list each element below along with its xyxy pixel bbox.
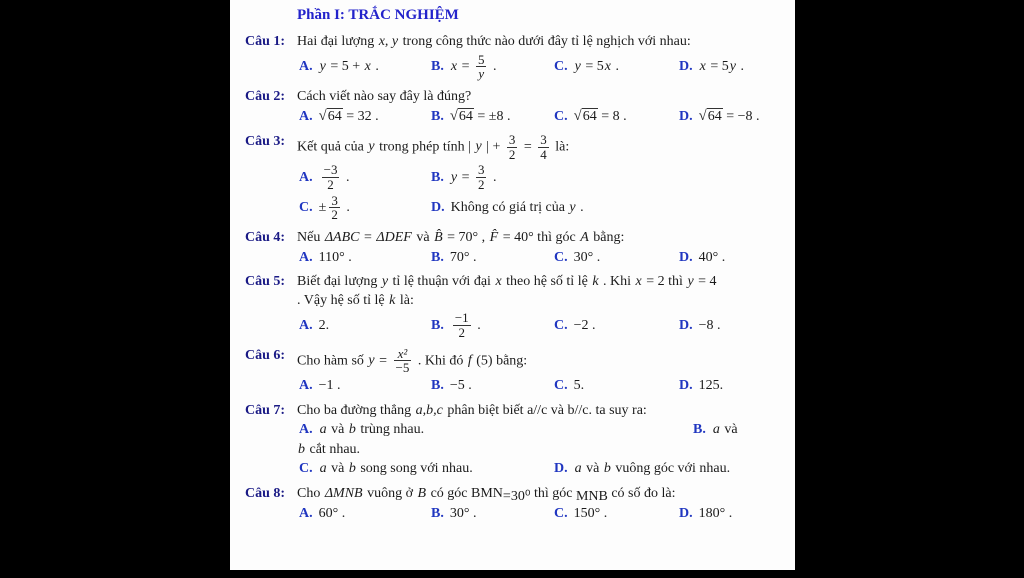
- answer-option: [679, 58, 785, 76]
- option-text: [699, 318, 721, 333]
- text-run: cắt nhau.: [306, 441, 361, 457]
- radicand: 64: [582, 109, 597, 125]
- answer-option: [679, 107, 785, 126]
- document-page: [230, 0, 795, 570]
- math-variable: x: [450, 58, 458, 74]
- fraction-denominator: 2: [508, 146, 516, 162]
- text-run: . Vậy hệ số tỉ lệ: [297, 292, 389, 308]
- option-text: [574, 506, 608, 521]
- math-variable: y: [475, 139, 482, 155]
- option-letter: B.: [693, 422, 706, 438]
- option-text: [699, 378, 724, 393]
- question-label: Câu 6:: [245, 347, 286, 363]
- question-label: Câu 8:: [245, 486, 286, 502]
- answer-option: [299, 421, 693, 439]
- answer-option: [299, 249, 431, 267]
- text-run: .: [342, 199, 350, 215]
- question-text: [297, 485, 785, 503]
- question-body: [297, 229, 785, 268]
- text-run: .: [473, 317, 481, 333]
- text-run: .: [342, 169, 350, 185]
- text-run: =: [458, 169, 473, 185]
- math-variable: y: [687, 274, 694, 290]
- text-run: phân biệt biết a//c và b//c. ta suy ra:: [443, 402, 647, 418]
- answer-option: [554, 377, 679, 395]
- math-variable: y: [368, 353, 375, 369]
- answer-option: [554, 58, 679, 76]
- math-variable: a: [712, 422, 720, 438]
- question-label: Câu 1:: [245, 33, 286, 49]
- option-letter: B.: [431, 505, 444, 521]
- radical-sign: √: [449, 108, 458, 125]
- question-body: [297, 273, 785, 342]
- math-variable: x: [604, 58, 611, 74]
- text-run: là:: [396, 292, 414, 308]
- fraction-numerator: 3: [540, 132, 547, 148]
- text-run: =: [458, 58, 473, 74]
- text-run: . Khi: [599, 274, 635, 290]
- text-run: =: [360, 229, 376, 245]
- text-run: trùng nhau.: [356, 422, 425, 438]
- option-letter: A.: [299, 422, 313, 438]
- math-variable: x: [699, 58, 706, 74]
- math-variable: y: [729, 58, 736, 74]
- math-variable: a: [319, 461, 327, 477]
- option-text: [319, 59, 379, 74]
- text-run: 60° .: [318, 505, 346, 521]
- fraction-denominator: y: [476, 66, 487, 81]
- option-letter: A.: [299, 169, 313, 185]
- radicand: 64: [327, 109, 342, 125]
- radicand: 64: [707, 109, 722, 125]
- text-run: có số đo là:: [607, 486, 676, 502]
- math-variable: ΔMNB: [324, 486, 363, 502]
- question-body: [297, 133, 785, 224]
- option-letter: B.: [431, 58, 444, 74]
- math-variable: a: [319, 422, 327, 438]
- answer-option: [299, 505, 431, 523]
- radicand: 64: [458, 109, 473, 125]
- option-letter: B.: [431, 169, 444, 185]
- math-variable: a,b,c: [415, 402, 443, 418]
- option-text: [450, 506, 477, 521]
- sqrt-expression: [699, 109, 723, 124]
- text-run: 40° .: [698, 249, 726, 265]
- text-run: =: [375, 353, 391, 369]
- question-text: [297, 347, 785, 375]
- option-letter: C.: [554, 377, 568, 393]
- option-text: [699, 59, 744, 74]
- question-body: [297, 88, 785, 128]
- question: [245, 88, 785, 128]
- option-text: [450, 109, 511, 124]
- question-text: [297, 133, 785, 161]
- fraction: [329, 194, 340, 222]
- answer-option: [431, 163, 785, 191]
- text-run: 150° .: [573, 505, 608, 521]
- text-run: = 5 +: [326, 58, 364, 74]
- fraction-numerator: −3: [323, 162, 338, 178]
- lowered-text: =30⁰: [502, 489, 531, 505]
- text-run: = 5: [581, 58, 604, 74]
- question-text: [297, 402, 785, 420]
- math-variable: ΔABC: [324, 229, 360, 245]
- option-text: [319, 162, 350, 192]
- text-run: Cách viết nào say đây là đúng?: [297, 88, 472, 104]
- answer-option: [299, 377, 431, 395]
- question-label: Câu 5:: [245, 274, 286, 290]
- option-letter: C.: [554, 505, 568, 521]
- math-variable: y: [319, 58, 326, 74]
- math-variable: x, y: [378, 33, 399, 49]
- text-run: −5 .: [449, 377, 472, 393]
- option-text: [450, 378, 472, 393]
- radical-sign: √: [318, 108, 327, 125]
- option-letter: D.: [679, 109, 693, 125]
- math-variable: B: [417, 486, 427, 502]
- math-variable: y: [450, 169, 458, 185]
- math-variable: A: [580, 229, 589, 245]
- text-run: 180° .: [698, 505, 733, 521]
- math-variable: a: [574, 461, 582, 477]
- text-run: và: [412, 229, 434, 245]
- option-text: [574, 59, 619, 74]
- math-variable: x: [364, 58, 371, 74]
- options-row: [297, 163, 785, 191]
- question: [245, 485, 785, 524]
- option-letter: A.: [299, 249, 313, 265]
- math-variable: y: [574, 58, 581, 74]
- text-run: . Khi đó: [414, 353, 467, 369]
- text-run: = 4: [694, 274, 717, 290]
- question: [245, 229, 785, 268]
- text-run: = 70° ,: [443, 229, 489, 245]
- text-run: ±: [318, 199, 327, 215]
- fraction-denominator: 2: [331, 207, 338, 223]
- option-text: [319, 506, 346, 521]
- question-text: [297, 88, 785, 106]
- answer-option: [299, 163, 431, 191]
- text-run: .: [611, 58, 619, 74]
- text-run: Biết đại lượng: [297, 274, 381, 290]
- text-run: có góc BMN: [427, 486, 503, 502]
- option-text: [574, 378, 585, 393]
- options-row: [297, 421, 785, 439]
- math-variable: b: [348, 422, 356, 438]
- options-row: [297, 249, 785, 267]
- question: [245, 273, 785, 342]
- sqrt-expression: [319, 109, 343, 124]
- text-run: .: [489, 169, 497, 185]
- answer-option: [431, 53, 554, 81]
- text-run: 30° .: [573, 249, 601, 265]
- fraction-denominator: 2: [453, 325, 471, 340]
- option-letter: A.: [299, 377, 313, 393]
- text-run: 5.: [573, 377, 585, 393]
- fraction-denominator: 2: [477, 176, 485, 192]
- option-text: [319, 461, 473, 476]
- text-run: Cho hàm số: [297, 353, 368, 369]
- fraction-denominator: 4: [540, 146, 547, 162]
- answer-option: [431, 199, 785, 217]
- options-row: [297, 53, 785, 81]
- option-letter: D.: [679, 249, 693, 265]
- lowered-text: MNB: [575, 489, 608, 505]
- answer-option: [679, 377, 785, 395]
- sqrt-expression: [450, 109, 474, 124]
- option-letter: C.: [554, 249, 568, 265]
- answer-option: [299, 107, 431, 126]
- text-run: 2.: [318, 317, 330, 333]
- text-run: theo hệ số tỉ lệ: [502, 274, 592, 290]
- math-variable: ΔDEF: [376, 229, 412, 245]
- text-run: = ±8 .: [473, 109, 511, 125]
- answer-option: [554, 107, 679, 126]
- option-letter: A.: [299, 58, 313, 74]
- question-body: [297, 485, 785, 524]
- option-letter: D.: [554, 461, 568, 477]
- text-run: = 32 .: [342, 109, 379, 125]
- answer-option: [431, 249, 554, 267]
- text-run: và: [327, 422, 348, 438]
- section-title: Phần I: TRẮC NGHIỆM: [297, 7, 459, 23]
- fraction: [538, 133, 549, 161]
- math-variable: b: [348, 461, 356, 477]
- option-letter: C.: [299, 461, 313, 477]
- text-run: là:: [551, 139, 570, 155]
- answer-option: [431, 377, 554, 395]
- math-variable: y: [381, 274, 389, 290]
- fraction-denominator: 2: [322, 177, 340, 192]
- options-row: [297, 505, 785, 523]
- fraction-numerator: −1: [454, 310, 469, 326]
- question-text: [297, 273, 785, 291]
- question: [245, 33, 785, 83]
- math-variable: b: [298, 441, 305, 457]
- text-run: = 5: [706, 58, 729, 74]
- text-run: Cho ba đường thẳng: [297, 402, 415, 418]
- option-letter: D.: [679, 317, 693, 333]
- option-text: [699, 250, 726, 265]
- question-text: [297, 441, 785, 459]
- question-label: Câu 7:: [245, 402, 286, 418]
- answer-option: [679, 317, 785, 335]
- option-text: [450, 250, 477, 265]
- answer-option: [431, 505, 554, 523]
- math-variable: k: [592, 274, 599, 290]
- option-text: [712, 422, 738, 437]
- answer-option: [554, 249, 679, 267]
- question-body: [297, 33, 785, 83]
- text-run: −8 .: [698, 317, 721, 333]
- text-run: Kết quả của: [297, 139, 368, 155]
- text-run: và: [582, 461, 603, 477]
- math-variable: x: [635, 274, 642, 290]
- fraction: [453, 311, 471, 339]
- math-variable: b: [603, 461, 611, 477]
- math-variable: y: [368, 139, 375, 155]
- fraction-numerator: 3: [331, 192, 338, 208]
- option-text: [319, 378, 341, 393]
- fraction: [322, 163, 340, 191]
- math-variable: f: [467, 353, 472, 369]
- answer-option: [299, 58, 431, 76]
- math-variable: x: [495, 274, 502, 290]
- option-letter: D.: [679, 58, 693, 74]
- fraction-numerator: 5: [477, 51, 485, 67]
- options-row: [297, 311, 785, 339]
- text-run: vuông ở: [363, 486, 417, 502]
- sqrt-expression: [574, 109, 598, 124]
- text-run: Nếu: [297, 229, 324, 245]
- option-letter: A.: [299, 317, 313, 333]
- question-text: [297, 33, 785, 51]
- fraction-numerator: 3: [508, 132, 516, 148]
- radical-sign: √: [573, 108, 582, 125]
- question: [245, 133, 785, 224]
- option-letter: C.: [554, 317, 568, 333]
- option-text: [450, 51, 497, 82]
- text-run: .: [489, 58, 497, 74]
- text-run: Cho: [297, 486, 324, 502]
- question: [245, 402, 785, 481]
- text-run: và: [327, 461, 348, 477]
- option-letter: C.: [554, 109, 568, 125]
- math-variable: B̂: [434, 229, 443, 245]
- option-letter: B.: [431, 317, 444, 333]
- answer-option: [693, 421, 785, 439]
- option-letter: B.: [431, 377, 444, 393]
- text-run: 110° .: [318, 249, 352, 265]
- option-text: [574, 109, 627, 124]
- answer-option: [431, 311, 554, 339]
- option-letter: D.: [679, 505, 693, 521]
- math-variable: k: [389, 292, 396, 308]
- option-text: [450, 162, 497, 192]
- text-run: bằng:: [589, 229, 625, 245]
- text-run: −1 .: [318, 377, 341, 393]
- text-run: Không có giá trị của: [450, 199, 569, 215]
- text-run: 70° .: [449, 249, 477, 265]
- fraction: [476, 163, 487, 191]
- fraction: [507, 133, 518, 161]
- option-text: [450, 310, 481, 341]
- option-letter: A.: [299, 505, 313, 521]
- options-row: [297, 194, 785, 222]
- question-label: Câu 3:: [245, 134, 286, 150]
- text-run: song song với nhau.: [356, 461, 473, 477]
- answer-option: [431, 107, 554, 126]
- text-run: 30° .: [449, 505, 477, 521]
- text-run: | +: [482, 139, 504, 155]
- option-text: [699, 109, 760, 124]
- text-run: vuông góc với nhau.: [611, 461, 731, 477]
- text-run: (5) bằng:: [472, 353, 528, 369]
- question-text: [297, 229, 785, 247]
- option-letter: A.: [299, 109, 313, 125]
- option-text: [318, 192, 350, 223]
- answer-option: [299, 194, 431, 222]
- answer-option: [554, 460, 785, 478]
- question-label: Câu 2:: [245, 88, 286, 104]
- text-run: 125.: [698, 377, 724, 393]
- fraction: [476, 53, 487, 81]
- option-letter: B.: [431, 109, 444, 125]
- options-row: [297, 377, 785, 395]
- text-run: trong công thức nào dưới đây tỉ lệ nghịch với nhau:: [399, 33, 691, 49]
- text-run: tỉ lệ thuận với đại: [389, 274, 495, 290]
- option-text: [319, 250, 352, 265]
- radical-sign: √: [698, 108, 707, 125]
- fraction: [394, 347, 412, 375]
- option-text: [574, 318, 596, 333]
- text-run: .: [736, 58, 744, 74]
- text-run: Hai đại lượng: [297, 33, 378, 49]
- question-body: [297, 402, 785, 481]
- question-body: [297, 347, 785, 397]
- option-text: [319, 318, 330, 333]
- answer-option: [679, 249, 785, 267]
- option-text: [699, 506, 733, 521]
- question-label: Câu 4:: [245, 229, 286, 245]
- options-row: [297, 107, 785, 126]
- text-run: = −8 .: [722, 109, 760, 125]
- option-text: [319, 422, 424, 437]
- option-text: [574, 250, 601, 265]
- text-run: = 2 thì: [642, 274, 687, 290]
- fraction-numerator: x²: [397, 345, 408, 361]
- text-run: .: [371, 58, 379, 74]
- answer-option: [679, 505, 785, 523]
- option-letter: C.: [554, 58, 568, 74]
- text-run: −2 .: [573, 317, 596, 333]
- option-letter: D.: [431, 199, 445, 215]
- text-run: =: [520, 139, 536, 155]
- text-run: = 40° thì góc: [499, 229, 580, 245]
- option-letter: D.: [679, 377, 693, 393]
- option-letter: B.: [431, 249, 444, 265]
- answer-option: [299, 317, 431, 335]
- answer-option: [554, 317, 679, 335]
- option-letter: C.: [299, 199, 313, 215]
- fraction-denominator: −5: [395, 360, 410, 376]
- text-run: và: [720, 422, 738, 438]
- option-text: [319, 109, 379, 124]
- answer-option: [299, 460, 554, 478]
- question: [245, 347, 785, 397]
- text-run: .: [576, 199, 584, 215]
- text-run: = 8 .: [597, 109, 627, 125]
- text-run: thì góc: [530, 486, 576, 502]
- math-variable: F̂: [489, 229, 499, 245]
- option-text: [574, 461, 730, 476]
- options-row: [297, 460, 785, 478]
- option-text: [451, 200, 584, 215]
- fraction-numerator: 3: [477, 162, 485, 178]
- math-variable: y: [569, 199, 576, 215]
- question-text: [297, 292, 785, 310]
- answer-option: [554, 505, 679, 523]
- text-run: trong phép tính |: [375, 139, 475, 155]
